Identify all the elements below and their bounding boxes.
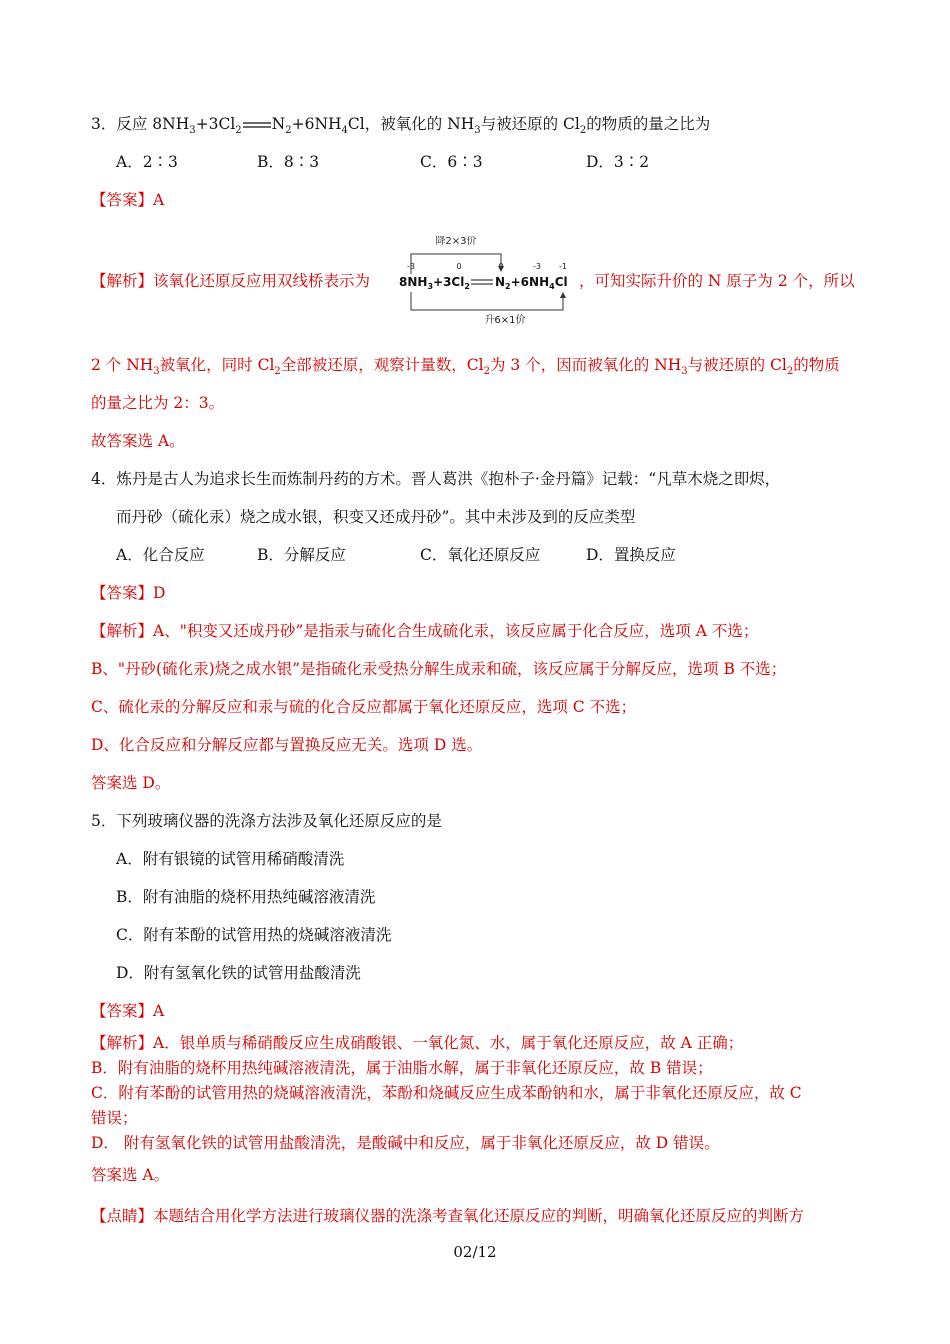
q3-conclusion: 故答案选 A。 xyxy=(91,432,185,450)
q3-options xyxy=(0,151,950,173)
q3-analysis-line-2: 2 个 $NH_3$被氧化，同时 $Cl_2$全部被还原，观察计量数，$Cl_2$为 3 个，因而被氧化的 $NH_3$与被还原的 $Cl_2$的物质 xyxy=(91,356,840,377)
ox-cl-left: 0 xyxy=(456,262,462,271)
page-number: 02/12 xyxy=(453,1243,497,1261)
ox-n-nh4: -3 xyxy=(533,262,541,271)
q4-option-d: D．置换反应 xyxy=(586,546,676,564)
q3-analysis-line-1: 【解析】该氧化还原反应用双线桥表示为 xyxy=(91,272,371,290)
q4-option-a: A．化合反应 xyxy=(116,546,205,564)
q5-analysis-d: D． 附有氢氧化铁的试管用盐酸清洗，是酸碱中和反应，属于非氧化还原反应，故 D 错误。 xyxy=(91,1134,720,1152)
q3-option-a: A．2∶3 xyxy=(116,153,178,171)
q4-answer: 【答案】D xyxy=(91,584,166,602)
q5-conclusion: 答案选 A。 xyxy=(91,1166,170,1184)
q4-analysis-a: 【解析】A、"积变又还成丹砂”是指汞与硫化合生成硫化汞，该反应属于化合反应，选项 A 不选； xyxy=(91,622,759,640)
q5-option-a: A．附有银镜的试管用稀硝酸清洗 xyxy=(116,850,345,868)
q3-option-c: C．6∶3 xyxy=(420,153,483,171)
q5-analysis-b: B．附有油脂的烧杯用热纯碱溶液清洗，属于油脂水解，属于非氧化还原反应，故 B 错误； xyxy=(91,1059,713,1077)
bridge-equation: $8NH_3+3Cl_2$ xyxy=(399,275,470,291)
q3-option-b: B．8∶3 xyxy=(257,153,320,171)
equals-sign xyxy=(242,114,272,136)
bridge-top-label: 降2×3价 xyxy=(435,236,477,247)
q5-option-d: D．附有氢氧化铁的试管用盐酸清洗 xyxy=(116,964,361,982)
q4-stem-2: 而丹砂（硫化汞）烧之成水银，积变又还成丹砂”。其中未涉及到的反应类型 xyxy=(116,508,636,526)
q5-analysis-c: C．附有苯酚的试管用热的烧碱溶液清洗，苯酚和烧碱反应生成苯酚钠和水，属于非氧化还原反应，故 C xyxy=(91,1084,802,1102)
q4-option-b: B．分解反应 xyxy=(257,546,346,564)
q4-conclusion: 答案选 D。 xyxy=(91,774,171,792)
ox-n-left: -3 xyxy=(407,262,415,271)
q3-answer: 【答案】A xyxy=(91,191,165,209)
q5-answer: 【答案】A xyxy=(91,1002,165,1020)
q4-analysis-b: B、"丹砂(硫化汞)烧之成水银”是指硫化汞受热分解生成汞和硫，该反应属于分解反应，选项 B 不选； xyxy=(91,660,787,678)
bridge-bottom-label: 升6×1价 xyxy=(484,315,526,326)
q5-analysis-c-cont: 错误； xyxy=(91,1109,138,1127)
q5-analysis-a: 【解析】A．银单质与稀硝酸反应生成硝酸银、一氧化氮、水，属于氧化还原反应，故 A 正确； xyxy=(91,1034,744,1052)
svg-text:N2+6NH4Cl: $N_2+6NH_4Cl$ xyxy=(495,275,568,291)
q4-options xyxy=(0,544,950,566)
double-line-bridge-diagram xyxy=(393,236,578,326)
q5-option-b: B．附有油脂的烧杯用热纯碱溶液清洗 xyxy=(116,888,376,906)
ox-cl-right: -1 xyxy=(559,262,567,271)
q4-analysis-c: C、硫化汞的分解反应和汞与硫的化合反应都属于氧化还原反应，选项 C 不选； xyxy=(91,698,637,716)
q4-option-c: C．氧化还原反应 xyxy=(420,546,541,564)
q4-analysis-d: D、化合反应和分解反应都与置换反应无关。选项 D 选。 xyxy=(91,736,483,754)
q5-stem: 5．下列玻璃仪器的洗涤方法涉及氧化还原反应的是 xyxy=(91,812,442,830)
q3-stem: 3．反应 $8NH_3+3Cl_2$ $N_2+6NH_4Cl$，被氧化的 $NH_3$与被还原的 $Cl_2$的物质的量之比为 xyxy=(91,115,711,136)
q3-option-d: D．3∶2 xyxy=(586,153,650,171)
q3-analysis-line-1b: ，可知实际升价的 N 原子为 2 个，所以 xyxy=(579,272,855,290)
q3-analysis-line-3: 的量之比为 2：3。 xyxy=(91,394,225,412)
q4-stem-1: 4．炼丹是古人为追求长生而炼制丹药的方术。晋人葛洪《抱朴子·金丹篇》记载：“凡草木烧之即烬， xyxy=(91,470,781,488)
ox-n-right: 0 xyxy=(498,262,504,271)
q5-tip: 【点睛】本题结合用化学方法进行玻璃仪器的洗涤考查氧化还原反应的判断，明确氧化还原反应的判断方 xyxy=(91,1207,805,1225)
q5-option-c: C．附有苯酚的试管用热的烧碱溶液清洗 xyxy=(116,926,392,944)
